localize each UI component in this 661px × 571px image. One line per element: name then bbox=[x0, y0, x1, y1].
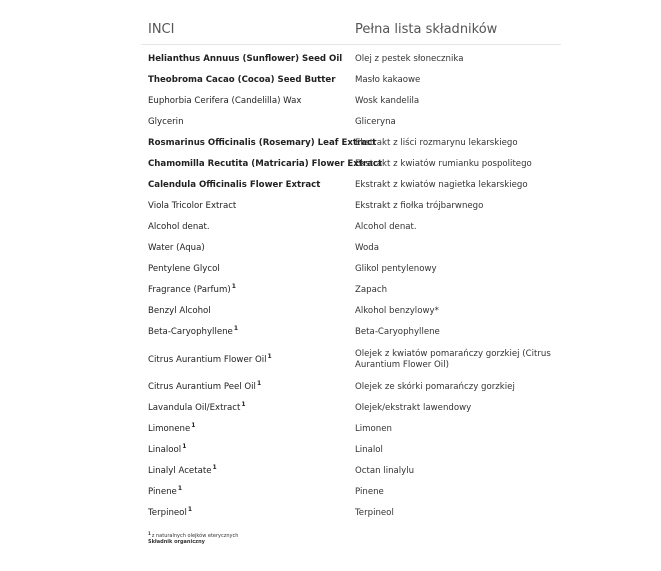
inci-name bbox=[141, 75, 355, 86]
inci-name bbox=[141, 508, 355, 519]
inci-name bbox=[141, 159, 383, 170]
table-row bbox=[141, 503, 561, 524]
footnote-marker: 1 bbox=[212, 464, 217, 471]
table-row bbox=[141, 259, 561, 280]
inci-name-text: Calendula Officinalis Flower Extract bbox=[148, 180, 321, 190]
inci-name-text: Helianthus Annuus (Sunflower) Seed Oil bbox=[148, 54, 343, 64]
table-row bbox=[141, 377, 561, 398]
footnote-marker: 1 bbox=[231, 283, 236, 290]
table-row bbox=[141, 133, 561, 154]
inci-name-text: Linalool bbox=[148, 445, 182, 455]
inci-name-text: Lavandula Oil/Extract bbox=[148, 403, 241, 413]
footnotes bbox=[141, 533, 561, 545]
inci-name bbox=[141, 445, 355, 456]
table-row bbox=[141, 301, 561, 322]
polish-name: Linalol bbox=[355, 445, 383, 455]
inci-name-text: Viola Tricolor Extract bbox=[148, 201, 237, 211]
inci-name-text: Theobroma Cacao (Cocoa) Seed Butter bbox=[148, 75, 336, 85]
table-header bbox=[141, 14, 561, 45]
table-row bbox=[141, 419, 561, 440]
polish-name: Ekstrakt z liści rozmarynu lekarskiego bbox=[355, 138, 518, 148]
polish-name: Ekstrakt z kwiatów rumianku pospolitego bbox=[355, 159, 532, 169]
footnote-1-text: z naturalnych olejków eterycznych bbox=[151, 533, 239, 539]
header-full-list: Pełna lista składników bbox=[355, 21, 498, 37]
inci-name bbox=[141, 117, 355, 128]
footnote-marker: 1 bbox=[187, 506, 193, 513]
polish-name: Limonen bbox=[355, 424, 392, 434]
inci-name bbox=[141, 138, 377, 149]
polish-name: Pinene bbox=[355, 487, 384, 497]
inci-name bbox=[141, 222, 355, 233]
footnote-marker: 1 bbox=[182, 443, 187, 450]
polish-name: Masło kakaowe bbox=[355, 75, 421, 85]
inci-name-text: Water (Aqua) bbox=[148, 243, 205, 253]
inci-name-text: Alcohol denat. bbox=[148, 222, 210, 232]
inci-name bbox=[141, 264, 355, 275]
inci-name bbox=[141, 180, 355, 191]
inci-name bbox=[141, 487, 355, 498]
inci-name bbox=[141, 352, 355, 366]
polish-name: Woda bbox=[355, 243, 379, 253]
polish-name: Ekstrakt z kwiatów nagietka lekarskiego bbox=[355, 180, 528, 190]
inci-name bbox=[141, 54, 355, 65]
polish-name: Gliceryna bbox=[355, 117, 396, 127]
table-row bbox=[141, 91, 561, 112]
inci-name bbox=[141, 201, 355, 212]
inci-name-text: Citrus Aurantium Flower Oil bbox=[148, 354, 267, 365]
inci-name-text: Pinene bbox=[148, 487, 177, 497]
inci-name-text: Citrus Aurantium Peel Oil bbox=[148, 382, 256, 392]
inci-name bbox=[141, 466, 355, 477]
footnote-marker: 1 bbox=[233, 325, 239, 332]
inci-name bbox=[141, 424, 355, 435]
inci-name-text: Chamomilla Recutita (Matricaria) Flower Extract bbox=[148, 159, 383, 169]
footnote-1-mark: 1 bbox=[148, 531, 151, 536]
table-row bbox=[141, 440, 561, 461]
table-row bbox=[141, 70, 561, 91]
polish-name: Olejek z kwiatów pomarańczy gorzkiej (Citrus Aurantium Flower Oil) bbox=[355, 349, 551, 370]
ingredients-table bbox=[141, 14, 561, 545]
inci-name bbox=[141, 382, 355, 393]
polish-name: Octan linalylu bbox=[355, 466, 415, 476]
footnote-2: Składnik organiczny bbox=[148, 539, 205, 545]
footnote-marker: 1 bbox=[267, 352, 272, 360]
inci-name bbox=[141, 306, 355, 317]
header-inci: INCI bbox=[148, 21, 175, 37]
polish-name: Wosk kandelila bbox=[355, 96, 420, 106]
table-row bbox=[141, 175, 561, 196]
footnote-marker: 1 bbox=[256, 380, 262, 387]
footnote-marker: 1 bbox=[177, 485, 183, 492]
inci-name-text: Benzyl Alcohol bbox=[148, 306, 211, 316]
inci-name bbox=[141, 96, 355, 107]
inci-name-text: Fragrance (Parfum) bbox=[148, 285, 231, 295]
inci-name bbox=[141, 327, 355, 338]
inci-name bbox=[141, 243, 355, 254]
inci-name-text: Rosmarinus Officinalis (Rosemary) Leaf Extract bbox=[148, 138, 377, 148]
table-row bbox=[141, 217, 561, 238]
polish-name: Alcohol denat. bbox=[355, 222, 417, 232]
inci-name-text: Beta-Caryophyllene bbox=[148, 327, 233, 337]
footnote-marker: 1 bbox=[241, 401, 246, 408]
table-row bbox=[141, 238, 561, 259]
inci-name-text: Limonene bbox=[148, 424, 191, 434]
inci-name bbox=[141, 285, 355, 296]
inci-name-text: Terpineol bbox=[148, 508, 187, 518]
polish-name: Alkohol benzylowy* bbox=[355, 306, 439, 316]
table-row bbox=[141, 154, 561, 175]
polish-name: Glikol pentylenowy bbox=[355, 264, 437, 274]
inci-name-text: Glycerin bbox=[148, 117, 184, 127]
table-row bbox=[141, 49, 561, 70]
polish-name: Ekstrakt z fiołka trójbarwnego bbox=[355, 201, 484, 211]
table-row bbox=[141, 343, 561, 377]
polish-name: Zapach bbox=[355, 285, 388, 295]
table-row bbox=[141, 398, 561, 419]
inci-name bbox=[141, 403, 355, 414]
polish-name: Olejek/ekstrakt lawendowy bbox=[355, 403, 472, 413]
inci-name-text: Pentylene Glycol bbox=[148, 264, 220, 274]
table-row bbox=[141, 461, 561, 482]
polish-name: Terpineol bbox=[355, 508, 394, 518]
table-row bbox=[141, 112, 561, 133]
table-row bbox=[141, 482, 561, 503]
table-row bbox=[141, 280, 561, 301]
footnote-marker: 1 bbox=[191, 422, 196, 429]
polish-name: Olej z pestek słonecznika bbox=[355, 54, 464, 64]
table-row bbox=[141, 322, 561, 343]
polish-name: Beta-Caryophyllene bbox=[355, 327, 440, 337]
table-row bbox=[141, 196, 561, 217]
inci-name-text: Linalyl Acetate bbox=[148, 466, 212, 476]
polish-name: Olejek ze skórki pomarańczy gorzkiej bbox=[355, 382, 515, 392]
table-body bbox=[141, 45, 561, 524]
inci-name-text: Euphorbia Cerifera (Candelilla) Wax bbox=[148, 96, 302, 106]
